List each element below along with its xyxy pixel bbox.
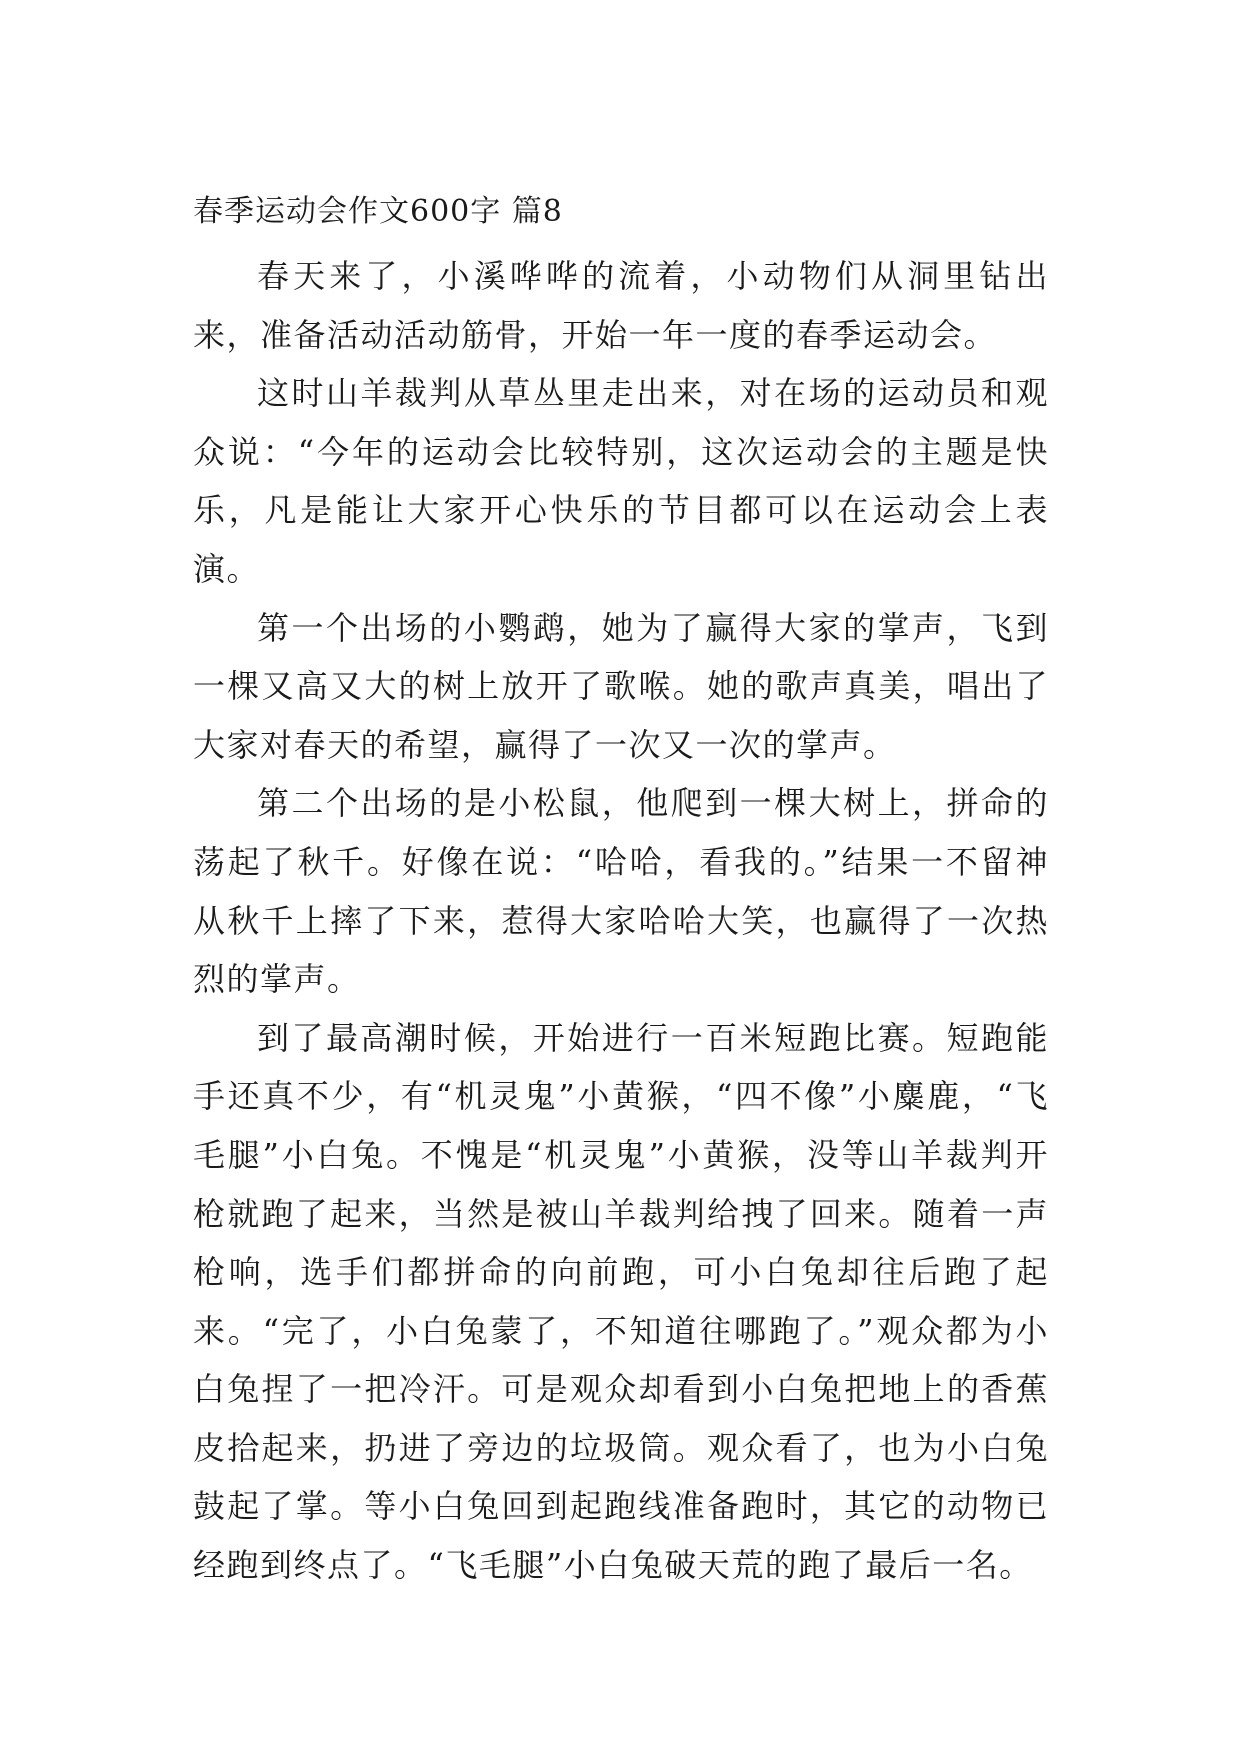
paragraph: 这时山羊裁判从草丛里走出来，对在场的运动员和观众说：“今年的运动会比较特别，这次运动会的主题是快乐，凡是能让大家开心快乐的节目都可以在运动会上表演。 — [193, 374, 1049, 588]
essay-title: 春季运动会作文600字 篇8 — [193, 194, 563, 229]
paragraph: 春天来了，小溪哗哗的流着，小动物们从洞里钻出来，准备活动活动筋骨，开始一年一度的春季运动会。 — [193, 257, 1049, 354]
essay-body — [193, 247, 1049, 1595]
paragraph: 第二个出场的是小松鼠，他爬到一棵大树上，拼命的荡起了秋千。好像在说：“哈哈，看我的。”结果一不留神从秋千上摔了下来，惹得大家哈哈大笑，也赢得了一次热烈的掌声。 — [193, 784, 1049, 999]
paragraph: 第一个出场的小鹦鹉，她为了赢得大家的掌声，飞到一棵又高又大的树上放开了歌喉。她的歌声真美，唱出了大家对春天的希望，赢得了一次又一次的掌声。 — [193, 608, 1049, 764]
paragraph: 到了最高潮时候，开始进行一百米短跑比赛。短跑能手还真不少，有“机灵鬼”小黄猴，“四不像”小麋鹿，“飞毛腿”小白兔。不愧是“机灵鬼”小黄猴，没等山羊裁判开枪就跑了起来，当然是被山羊裁判给拽了回来。随着一声枪响，选手们都拼命的向前跑，可小白兔却往后跑了起来。“完了，小白兔蒙了，不知道往哪跑了。”观众都为小白兔捏了一把冷汗。可是观众却看到小白兔把地上的香蕉皮拾起来，扔进了旁边的垃圾筒。观众看了，也为小白兔鼓起了掌。等小白兔回到起跑线准备跑时，其它的动物已经跑到终点了。“飞毛腿”小白兔破天荒的跑了最后一名。 — [193, 1018, 1049, 1585]
